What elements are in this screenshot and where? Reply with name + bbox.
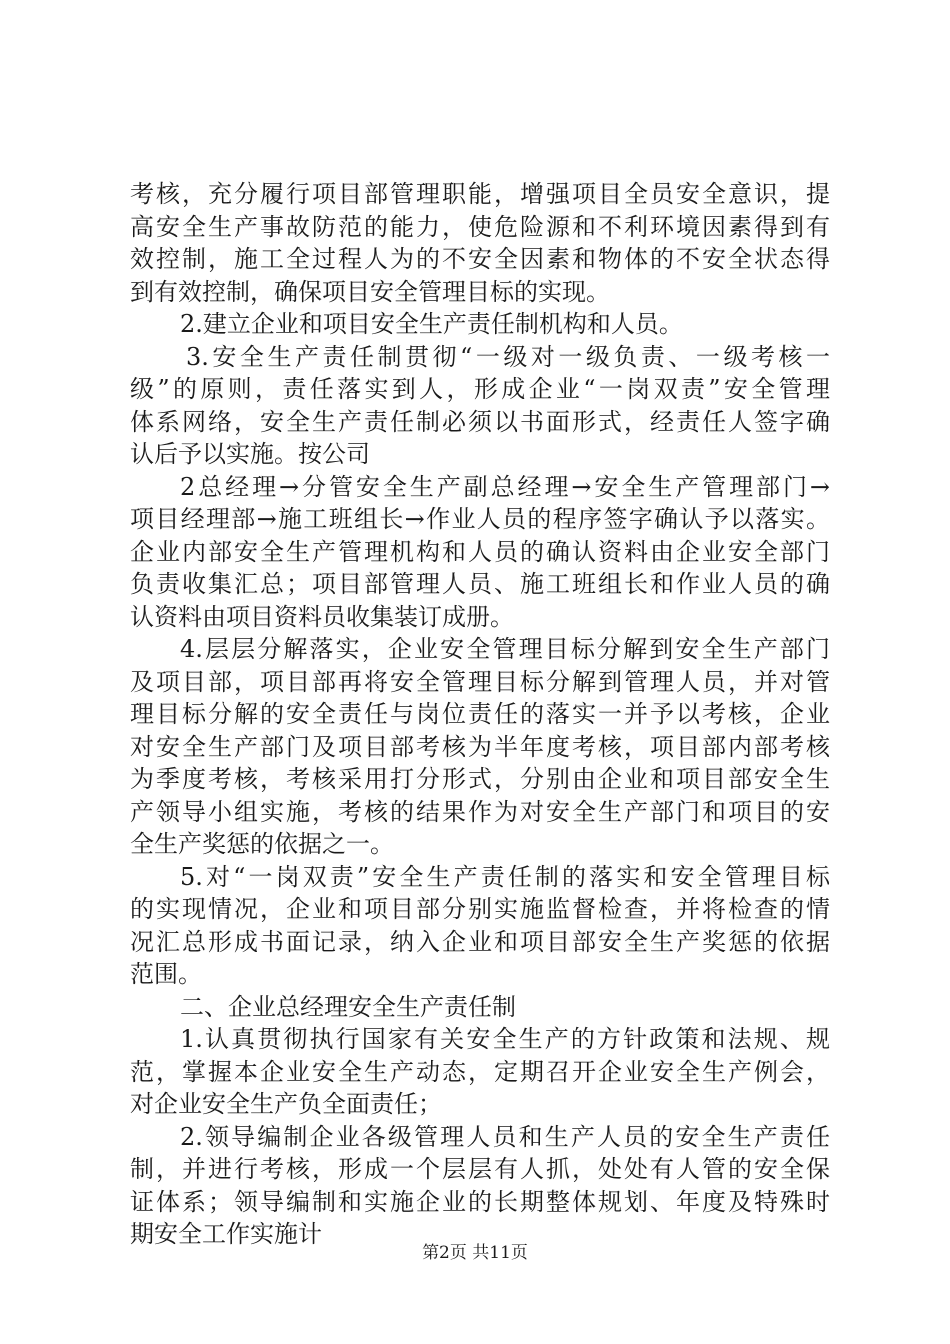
text-line: 2.领导编制企业各级管理人员和生产人员的安全生产责任 xyxy=(180,1122,830,1151)
text-line: 级”的原则，责任落实到人，形成企业“一岗双责”安全管理 xyxy=(130,375,830,403)
text-line: 对安全生产部门及项目部考核为半年度考核，项目部内部考核 xyxy=(130,732,830,761)
text-line: 期安全工作实施计 xyxy=(130,1220,322,1248)
text-line: 证体系；领导编制和实施企业的长期整体规划、年度及特殊时 xyxy=(130,1187,830,1216)
text-line: 理目标分解的安全责任与岗位责任的落实一并予以考核，企业 xyxy=(130,700,830,728)
text-line: 二、企业总经理安全生产责任制 xyxy=(180,992,516,1021)
text-line: 4.层层分解落实，企业安全管理目标分解到安全生产部门 xyxy=(180,635,830,663)
document-body xyxy=(130,178,830,1251)
text-line: 考核，充分履行项目部管理职能，增强项目全员安全意识，提 xyxy=(130,180,830,208)
page-number-footer: 第2页 共11页 xyxy=(422,1243,528,1263)
text-line: 认资料由项目资料员收集装订成册。 xyxy=(130,602,514,631)
text-line: 制，并进行考核，形成一个层层有人抓，处处有人管的安全保 xyxy=(130,1155,830,1183)
text-line: 及项目部，项目部再将安全管理目标分解到管理人员，并对管 xyxy=(130,667,830,696)
text-line: 项目经理部→施工班组长→作业人员的程序签字确认予以落实。 xyxy=(130,505,830,533)
text-line: 况汇总形成书面记录，纳入企业和项目部安全生产奖惩的依据 xyxy=(130,927,830,956)
text-line: 范围。 xyxy=(130,960,202,988)
text-line: 高安全生产事故防范的能力，使危险源和不利环境因素得到有 xyxy=(130,212,830,241)
text-line: 2总经理→分管安全生产副总经理→安全生产管理部门→ xyxy=(180,472,830,501)
text-line: 企业内部安全生产管理机构和人员的确认资料由企业安全部门 xyxy=(130,537,830,566)
text-line: 体系网络，安全生产责任制必须以书面形式，经责任人签字确 xyxy=(130,407,830,436)
text-line: 负责收集汇总；项目部管理人员、施工班组长和作业人员的确 xyxy=(130,570,830,598)
text-line: 1.认真贯彻执行国家有关安全生产的方针政策和法规、规 xyxy=(180,1025,830,1053)
text-line: 对企业安全生产负全面责任； xyxy=(130,1090,442,1118)
text-line: 认后予以实施。按公司 xyxy=(130,440,370,468)
text-line: 全生产奖惩的依据之一。 xyxy=(130,830,394,858)
text-line: 2.建立企业和项目安全生产责任制机构和人员。 xyxy=(180,310,683,338)
text-line: 5.对“一岗双责”安全生产责任制的落实和安全管理目标 xyxy=(180,862,830,891)
text-line: 到有效控制，确保项目安全管理目标的实现。 xyxy=(130,277,610,306)
text-line: 为季度考核，考核采用打分形式，分别由企业和项目部安全生 xyxy=(130,765,830,793)
text-line: 的实现情况，企业和项目部分别实施监督检查，并将检查的情 xyxy=(130,895,830,923)
text-line: 产领导小组实施，考核的结果作为对安全生产部门和项目的安 xyxy=(130,797,830,826)
text-line: 效控制，施工全过程人为的不安全因素和物体的不安全状态得 xyxy=(130,245,830,273)
text-line: 3.安全生产责任制贯彻“一级对一级负责、一级考核一 xyxy=(186,342,830,371)
text-line: 范，掌握本企业安全生产动态，定期召开企业安全生产例会， xyxy=(130,1057,830,1086)
